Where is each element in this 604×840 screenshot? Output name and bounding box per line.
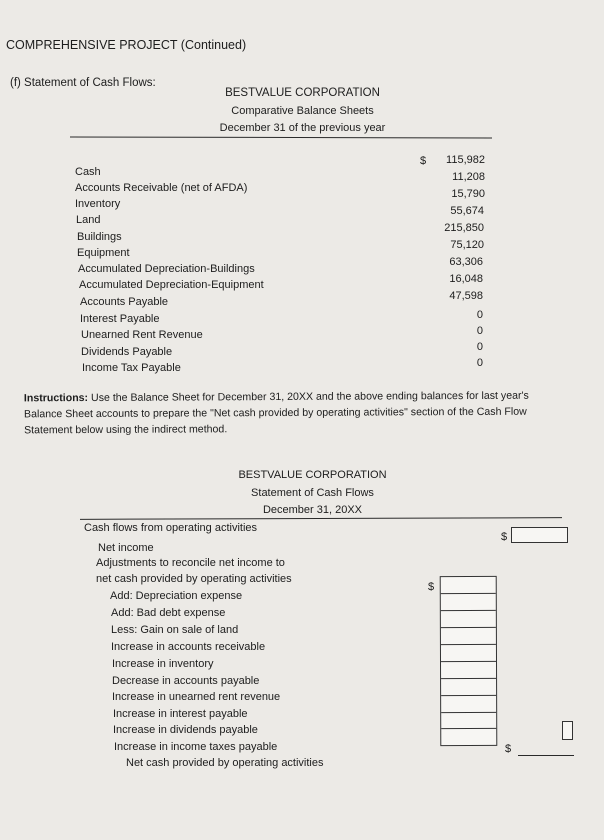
adjustment-input-income-taxes[interactable] (441, 729, 496, 744)
account-amount: 55,674 (450, 205, 484, 217)
account-name: Accumulated Depreciation-Buildings (78, 263, 255, 275)
account-name: Land (76, 214, 101, 226)
account-amount: 75,120 (450, 239, 484, 251)
bs-heading-rule (70, 136, 492, 138)
account-amount: 15,790 (451, 188, 485, 200)
adjustment-input-inventory[interactable] (441, 645, 496, 662)
cf-date: December 31, 20XX (262, 504, 363, 516)
adjustments-input-column (440, 576, 498, 746)
account-name: Inventory (75, 198, 121, 210)
account-amount: 11,208 (452, 171, 485, 183)
adjustment-input-gain-land[interactable] (441, 611, 496, 628)
bs-dollar-sign: $ (420, 155, 427, 167)
adjustment-input-depreciation[interactable] (441, 577, 496, 594)
cf-item: Add: Bad debt expense (111, 607, 226, 619)
account-amount: 115,982 (446, 154, 485, 166)
cf-item: Add: Depreciation expense (110, 590, 243, 602)
account-amount: 0 (476, 341, 483, 353)
account-name: Accounts Payable (80, 296, 169, 308)
cf-item: Increase in income taxes payable (114, 741, 278, 753)
account-name: Accounts Receivable (net of AFDA) (75, 182, 248, 194)
adjustment-input-accounts-payable[interactable] (441, 662, 496, 679)
bs-date: December 31 of the previous year (219, 122, 386, 134)
account-amount: 0 (476, 325, 483, 337)
net-income-input[interactable] (511, 527, 568, 543)
cf-item: Increase in interest payable (113, 708, 248, 720)
section-label: (f) Statement of Cash Flows: (10, 77, 156, 89)
cf-net-income-dollar: $ (501, 531, 508, 543)
account-amount: 215,850 (444, 222, 484, 234)
account-name: Dividends Payable (81, 346, 173, 358)
account-name: Accumulated Depreciation-Equipment (79, 279, 264, 291)
instructions (24, 388, 534, 439)
adjustment-input-dividends-payable[interactable] (441, 713, 496, 729)
account-amount: 0 (476, 309, 483, 321)
cf-heading-rule (80, 517, 562, 520)
cf-item: Increase in inventory (112, 658, 214, 670)
cf-adjustments-dollar: $ (428, 581, 435, 593)
instructions-text: Use the Balance Sheet for December 31, 20XX and the above ending balances for last year's Balance Sheet accounts to prepare the "Net cash provided by operating activities" section of the Cash Flow Statement below using the indirect method. (23, 389, 529, 437)
cf-company: BESTVALUE CORPORATION (238, 469, 387, 481)
cf-item: Increase in unearned rent revenue (112, 691, 281, 703)
bs-company: BESTVALUE CORPORATION (225, 87, 380, 99)
cf-item: Decrease in accounts payable (112, 675, 260, 687)
cf-total-label: Net cash provided by operating activities (126, 757, 324, 769)
account-amount: 0 (476, 357, 483, 369)
cf-item: Increase in accounts receivable (111, 641, 266, 653)
account-amount: 16,048 (449, 273, 483, 285)
adjustment-input-accounts-receivable[interactable] (441, 628, 496, 645)
cf-adjustments-line2: net cash provided by operating activities (96, 573, 292, 585)
project-title: COMPREHENSIVE PROJECT (Continued) (6, 38, 247, 52)
cf-net-income-label: Net income (98, 542, 154, 554)
account-name: Cash (75, 166, 101, 178)
cf-title: Statement of Cash Flows (251, 487, 374, 499)
cf-total-dollar: $ (505, 743, 512, 755)
adjustment-input-interest-payable[interactable] (441, 696, 496, 713)
cf-item: Less: Gain on sale of land (111, 624, 239, 636)
account-name: Equipment (77, 247, 130, 259)
cf-adjustments-line1: Adjustments to reconcile net income to (96, 557, 285, 569)
cf-section-header: Cash flows from operating activities (84, 522, 258, 534)
cf-item: Increase in dividends payable (113, 724, 258, 736)
account-amount: 47,598 (449, 290, 483, 302)
instructions-label: Instructions: (23, 391, 89, 405)
adjustment-input-bad-debt[interactable] (441, 594, 496, 611)
account-name: Interest Payable (80, 313, 160, 325)
total-underline (518, 755, 574, 756)
adjustment-input-unearned-rent[interactable] (441, 679, 496, 696)
total-input[interactable] (562, 721, 573, 740)
account-amount: 63,306 (449, 256, 483, 268)
account-name: Income Tax Payable (82, 362, 181, 374)
account-name: Unearned Rent Revenue (81, 329, 203, 341)
account-name: Buildings (77, 231, 122, 243)
bs-title: Comparative Balance Sheets (231, 105, 374, 117)
